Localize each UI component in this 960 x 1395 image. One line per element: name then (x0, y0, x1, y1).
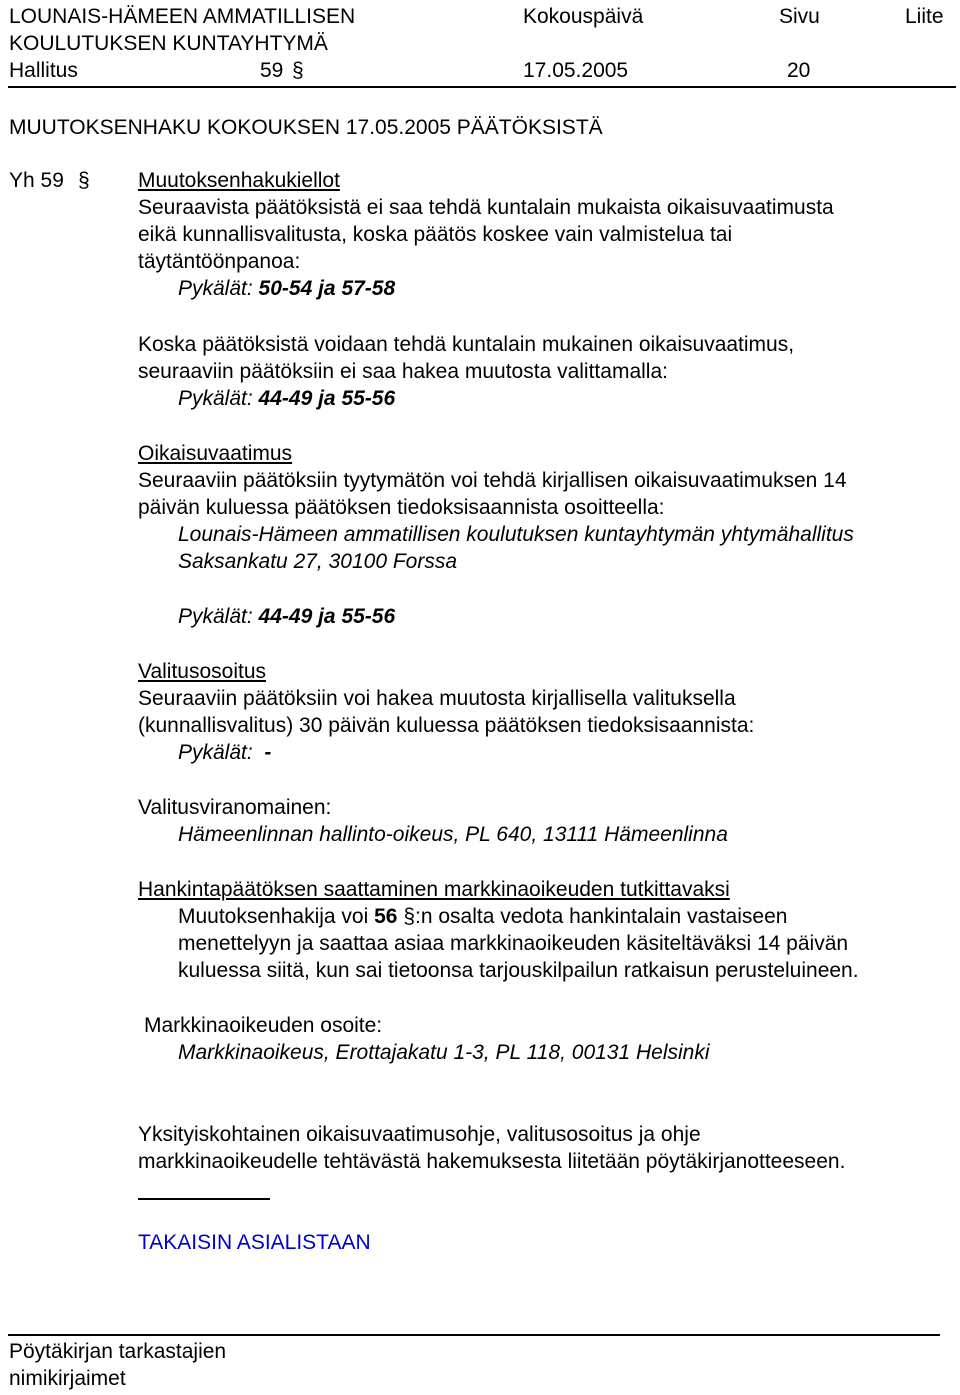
rectification-text-line: päivän kuluessa päätöksen tiedoksisaannista osoitteella: (138, 496, 665, 519)
footer-note-line: Yksityiskohtainen oikaisuvaatimusohje, valitusosoitus ja ohje (138, 1123, 701, 1146)
rectification-text-line: Seuraaviin päätöksiin tyytymätön voi tehdä kirjallisen oikaisuvaatimuksen 14 (138, 469, 847, 492)
procurement-section-number: 56 (374, 905, 398, 928)
sections-label: Pykälät: (178, 741, 253, 764)
market-court-address: Markkinaoikeus, Erottajakatu 1-3, PL 118, 00131 Helsinki (178, 1041, 710, 1064)
sections-value: 44-49 ja 55-56 (258, 605, 396, 628)
sections-value: - (264, 741, 272, 764)
prohibitions-text-line: Seuraavista päätöksistä ei saa tehdä kuntalain mukaista oikaisuvaatimusta (138, 196, 834, 219)
no-appeal-sections (178, 386, 395, 412)
header-section-sign: § (292, 59, 304, 82)
sections-label: Pykälät: (178, 387, 253, 410)
organization-name-line1: LOUNAIS-HÄMEEN AMMATILLISEN (9, 5, 356, 28)
footer-note-divider (138, 1198, 270, 1200)
section-reference: Yh 59 (9, 169, 64, 192)
appeal-text-line: (kunnallisvalitus) 30 päivän kuluessa päätöksen tiedoksisaannista: (138, 714, 755, 737)
signature-label-line1: Pöytäkirjan tarkastajien (9, 1340, 227, 1363)
header-date-label: Kokouspäivä (523, 5, 644, 28)
sections-label: Pykälät: (178, 605, 253, 628)
appeal-text-line: Seuraaviin päätöksiin voi hakea muutosta kirjallisella valituksella (138, 687, 736, 710)
header-date: 17.05.2005 (523, 59, 629, 82)
header-page-number: 20 (787, 59, 811, 82)
procurement-heading: Hankintapäätöksen saattaminen markkinaoikeuden tutkittavaksi (138, 878, 730, 901)
header-attachment-label: Liite (905, 5, 944, 28)
sections-value: 50-54 ja 57-58 (258, 277, 396, 300)
footer-note-line: markkinaoikeudelle tehtävästä hakemuksesta liitetään pöytäkirjanotteeseen. (138, 1150, 846, 1173)
header-section-number: 59 (260, 59, 284, 82)
back-to-agenda-link[interactable]: TAKAISIN ASIALISTAAN (138, 1231, 371, 1254)
prohibitions-text-line: eikä kunnallisvalitusta, koska päätös koskee vain valmistelua tai (138, 223, 733, 246)
section-reference-sign: § (78, 169, 90, 192)
procurement-text-pre: Muutoksenhakija voi (178, 905, 369, 928)
sections-label: Pykälät: (178, 277, 253, 300)
procurement-text-post: §:n osalta vedota hankintalain vastaiseen (403, 905, 788, 928)
document-title: MUUTOKSENHAKU KOKOUKSEN 17.05.2005 PÄÄTÖKSISTÄ (9, 116, 603, 139)
sections-value: 44-49 ja 55-56 (258, 387, 396, 410)
prohibitions-text-line: täytäntöönpanoa: (138, 250, 301, 273)
rectification-sections (178, 604, 395, 630)
market-court-label: Markkinaoikeuden osoite: (144, 1014, 383, 1037)
prohibitions-heading: Muutoksenhakukiellot (138, 169, 340, 192)
procurement-text-line (178, 904, 787, 930)
header-body: Hallitus (9, 59, 78, 82)
rectification-address-line1: Lounais-Hämeen ammatillisen koulutuksen kuntayhtymän yhtymähallitus (178, 523, 854, 546)
procurement-text-line: kuluessa siitä, kun sai tietoonsa tarjouskilpailun ratkaisun perusteluineen. (178, 959, 859, 982)
prohibitions-sections (178, 276, 395, 302)
no-appeal-text-line: Koska päätöksistä voidaan tehdä kuntalain mukainen oikaisuvaatimus, (138, 333, 795, 356)
signature-label-line2: nimikirjaimet (9, 1367, 126, 1390)
procurement-text-line: menettelyyn ja saattaa asiaa markkinaoikeuden käsiteltäväksi 14 päivän (178, 932, 849, 955)
signature-divider (8, 1334, 940, 1336)
appeal-authority-address: Hämeenlinnan hallinto-oikeus, PL 640, 13111 Hämeenlinna (178, 823, 728, 846)
appeal-authority-label: Valitusviranomainen: (138, 796, 332, 819)
rectification-address-line2: Saksankatu 27, 30100 Forssa (178, 550, 458, 573)
rectification-heading: Oikaisuvaatimus (138, 442, 293, 465)
header-divider (8, 86, 956, 88)
header-page-label: Sivu (779, 5, 820, 28)
appeal-heading: Valitusosoitus (138, 660, 267, 683)
no-appeal-text-line: seuraaviin päätöksiin ei saa hakea muutosta valittamalla: (138, 360, 668, 383)
appeal-sections (178, 740, 271, 766)
organization-name-line2: KOULUTUKSEN KUNTAYHTYMÄ (9, 32, 328, 55)
